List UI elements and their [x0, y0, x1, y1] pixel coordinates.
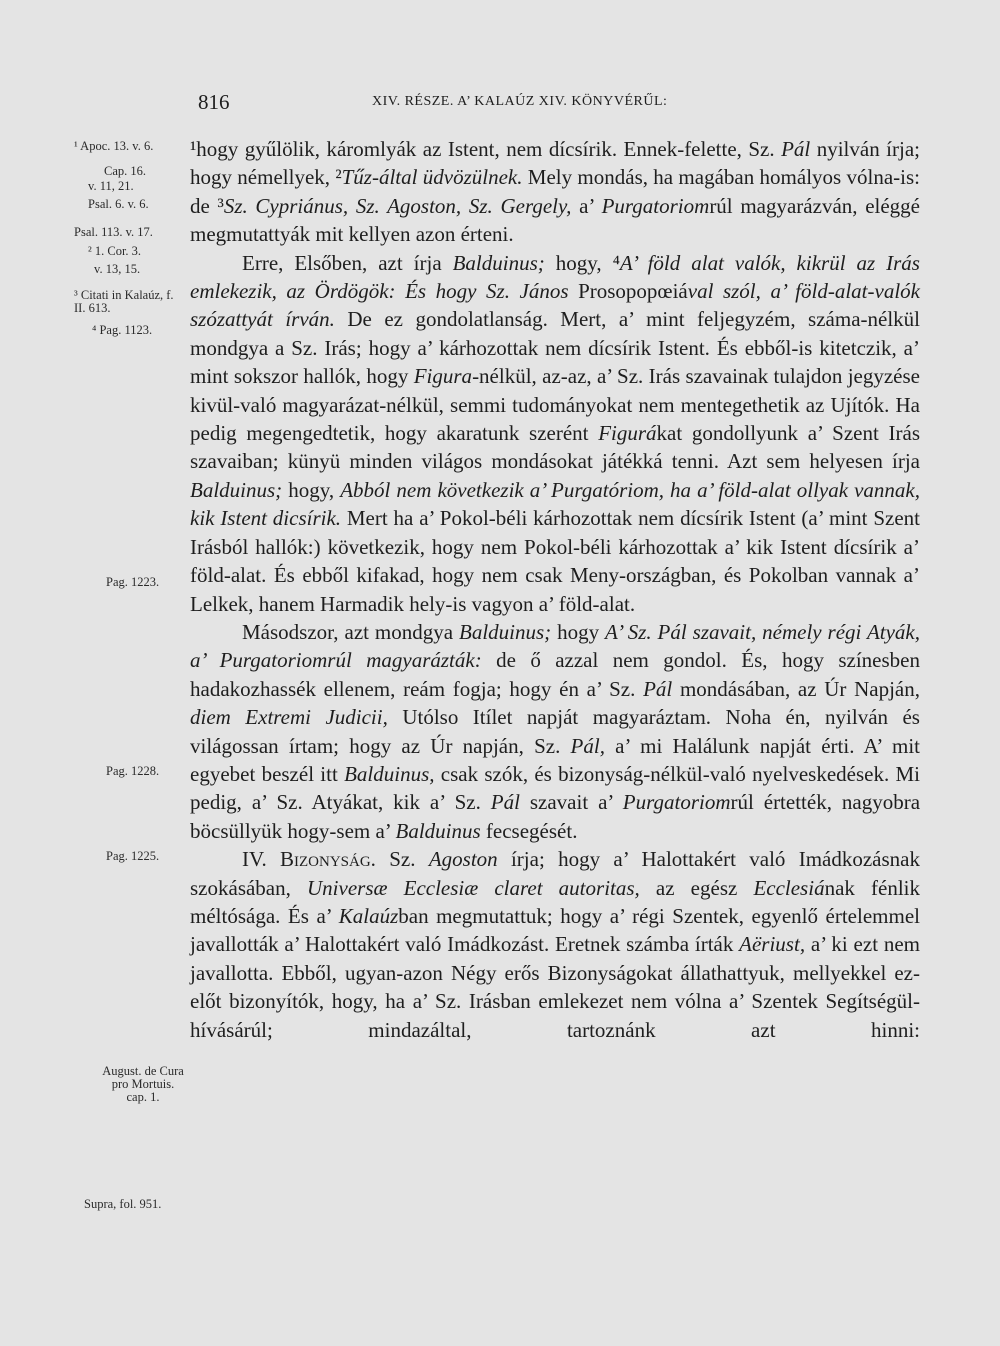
- running-title: XIV. RÉSZE. A’ KALAÚZ XIV. KÖNYVÉRŰL:: [372, 94, 668, 109]
- margin-note: v. 13, 15.: [94, 262, 141, 276]
- margin-note: Pag. 1228.: [106, 764, 160, 778]
- margin-note: ¹ Apoc. 13. v. 6.: [74, 139, 154, 153]
- paragraph: IV. Bizonyság. Sz. Agoston írja; hogy a’ Halottakért való Imádkozásnak szokásában, Universæ Ecclesiæ claret autoritas, az egész Ecclesiának fénlik méltósága. És a’ Kalaúzban megmutattuk; hogy a’ régi Szentek, egyenlő értelemmel javallották a’ Halottakért való Imádkozást. Eretnek számba írták Aëriust, a’ ki ezt nem javallotta. Ebből, ugyan-azon Négy erős Bizonyságokat állathattyuk, mellyekkel ez-előt bizonyítók, hogy, ha a’ Sz. Irásban emlekezet nem vólna a’ Szentek Segítségül-hívásárúl; mindazáltal, tartoznánk azt hinni:: [190, 847, 920, 1042]
- margin-note: ⁴ Pag. 1123.: [92, 323, 153, 337]
- main-text: [190, 135, 920, 1044]
- margin-note: ² 1. Cor. 3.: [88, 244, 142, 258]
- margin-note: Psal. 113. v. 17.: [74, 225, 153, 239]
- margin-note: August. de Cura pro Mortuis. cap. 1.: [102, 1064, 184, 1104]
- margin-note: ³ Citati in Kalaúz, f. II. 613.: [74, 288, 174, 315]
- page-header: [0, 90, 1000, 120]
- page-number: 816: [198, 90, 230, 114]
- margin-note: Supra, fol. 951.: [84, 1197, 162, 1211]
- margin-note: Pag. 1223.: [106, 575, 160, 589]
- margin-note: Pag. 1225.: [106, 849, 160, 863]
- margin-note: Cap. 16.: [104, 164, 147, 178]
- paragraph: Másodszor, azt mondgya Balduinus; hogy A’ Sz. Pál szavait, némely régi Atyák, a’ Purgatoriomrúl magyarázták: de ő azzal nem gondol. És, hogy színesben hadakozhassék ellenem, reám fogja; hogy én a’ Sz. Pál mondásában, az Úr Napján, diem Extremi Judicii, Utólso Itílet napját magyaráztam. Noha én, nyilván és világossan írtam; hogy az Úr napján, Sz. Pál, a’ mi Halálunk napját érti. A’ mit egyebet beszél itt Balduinus, csak szók, és bizonyság-nélkül-való nyelveskedések. Mi pedig, a’ Sz. Atyákat, kik a’ Sz. Pál szavait a’ Purgatoriomrúl értették, nagyobra böcsüllyük hogy-sem a’ Balduinus fecsegését.: [190, 619, 921, 843]
- margin-note: v. 11, 21.: [88, 179, 134, 193]
- paragraph: ¹hogy gyűlölik, káromlyák az Istent, nem dícsírik. Ennek-felette, Sz. Pál nyilván írja; hogy némellyek, ²Tűz-által üdvözülnek. Mely mondás, ha magában homályos vólna-is: de ³Sz. Cypriánus, Sz. Agoston, Sz. Gergely, a’ Purgatoriomrúl magyarázván, eléggé megmutattyák mit kellyen azon érteni.: [190, 137, 920, 247]
- margin-note: Psal. 6. v. 6.: [88, 197, 149, 211]
- paragraph: Erre, Elsőben, azt írja Balduinus; hogy, ⁴A’ föld alat valók, kikrül az Irás emlekezik, az Ördögök: És hogy Sz. János Prosopopœiával szól, a’ föld-alat-valók szózattyát írván. De ez gondolatlanság. Mert, a’ mint feljegyzém, száma-nélkül mondgya a Sz. Irás; hogy a’ kárhozottak nem dícsírik Istent. És ebből-is kitetczik, a’ mint sokszor hallók, hogy Figura-nélkül, az-az, a’ Sz. Irás szavainak tulajdon jegyzése kivül-való magyarázat-nélkül, semmi tudományokat nem mentegethetik az Ujítók. Ha pedig megengedtetik, hogy akaratunk szerént Figurákat gondollyunk a’ Szent Irás szavaiban; künyü minden világos mondásokat játékká tenni. Azt sem helyesen írja Balduinus; hogy, Abból nem következik a’ Purgatóriom, ha a’ föld-alat ollyak vannak, kik Istent dicsírik. Mert ha a’ Pokol-béli kárhozottak nem dícsírik Istent (a’ mint Szent Irásból hallók:) következik, hogy nem Pokol-béli kárhozottak a’ kik Istent dícsírik a’ föld-alat. És ebből kifakad, hogy nem csak Meny-országban, és Pokolban vannak a’ Lelkek, hanem Harmadik hely-is vagyon a’ föld-alat.: [190, 250, 921, 616]
